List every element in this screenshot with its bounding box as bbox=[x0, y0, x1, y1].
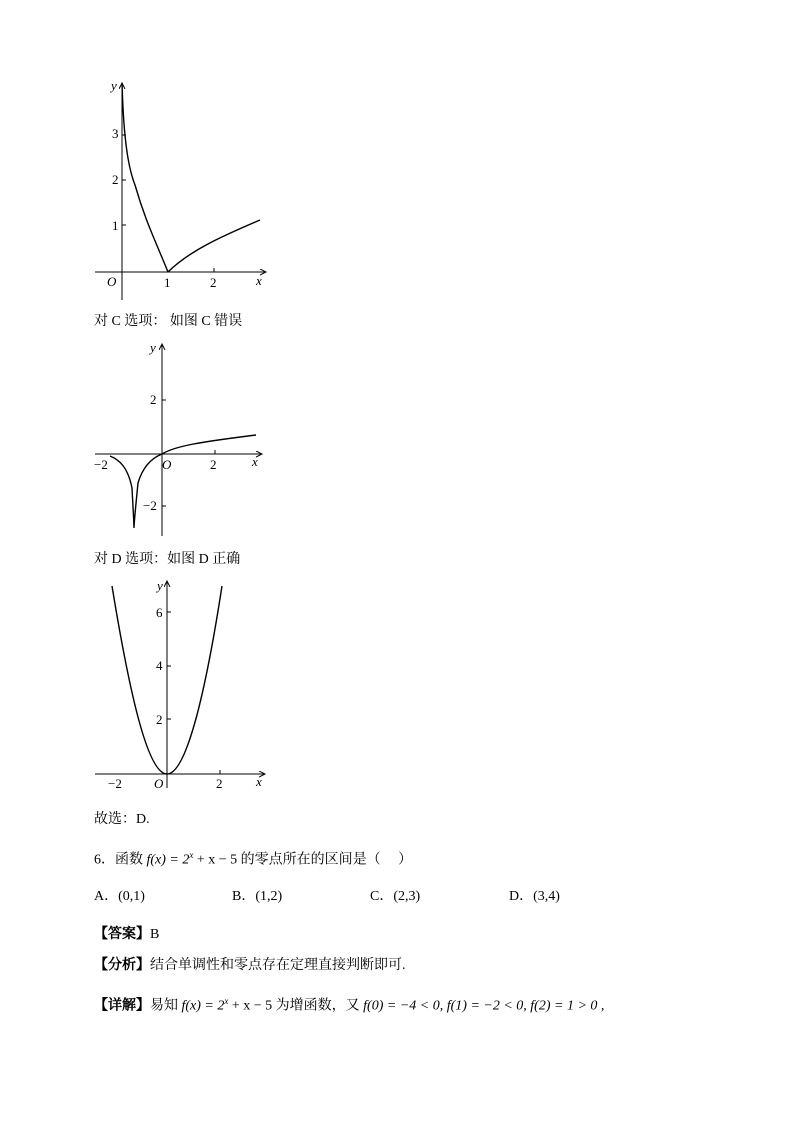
q6-exponent: x bbox=[189, 850, 194, 860]
option-d-text: 对 D 选项：如图 D 正确 bbox=[94, 552, 241, 567]
curve-b bbox=[122, 83, 260, 272]
answer-tag: 【答案】 bbox=[94, 927, 150, 942]
detail-part-3: f(0) = −4 < 0, f(1) = −2 < 0, f(2) = 1 > 0 , bbox=[363, 998, 605, 1014]
conclusion-text: 故选：D. bbox=[94, 812, 150, 827]
option-d: D．(3,4) bbox=[509, 889, 560, 904]
analysis-value: 结合单调性和零点存在定理直接判断即可. bbox=[150, 958, 406, 973]
y-tick-neg2: −2 bbox=[143, 498, 157, 513]
figure-c-graph bbox=[90, 338, 280, 538]
question-6 bbox=[94, 846, 412, 870]
y-tick-2: 2 bbox=[112, 172, 119, 187]
x-tick-2: 2 bbox=[210, 275, 217, 290]
y-tick-6: 6 bbox=[156, 605, 163, 620]
answer-line bbox=[94, 926, 159, 944]
x-tick-1: 1 bbox=[164, 275, 171, 290]
origin-label: O bbox=[107, 274, 117, 289]
y-tick-3: 3 bbox=[112, 126, 119, 141]
y-tick-1: 1 bbox=[112, 218, 119, 233]
detail-tag: 【详解】 bbox=[94, 998, 150, 1014]
answer-value: B bbox=[150, 927, 160, 942]
option-c-text: 对 C 选项： 如图 C 错误 bbox=[94, 314, 243, 329]
x-axis-label: x bbox=[256, 273, 262, 288]
detail-function: f(x) = 2 bbox=[181, 998, 225, 1014]
y-tick-4: 4 bbox=[156, 658, 163, 673]
curve-c-left bbox=[110, 454, 162, 528]
analysis-line bbox=[94, 957, 406, 975]
y-tick-2: 2 bbox=[150, 392, 157, 407]
detail-part-2: + x − 5 为增函数，又 bbox=[228, 998, 364, 1014]
curve-c-right bbox=[162, 435, 256, 454]
x-tick-neg2: −2 bbox=[94, 457, 108, 472]
detail-part-1: 易知 bbox=[150, 998, 182, 1014]
q6-tail: + x − 5 的零点所在的区间是（ ） bbox=[193, 852, 413, 868]
figure-b-graph bbox=[90, 75, 280, 300]
y-axis-label: y bbox=[150, 340, 156, 355]
detail-line bbox=[94, 992, 604, 1016]
option-a: A．(0,1) bbox=[94, 889, 145, 904]
detail-exponent: x bbox=[224, 996, 229, 1006]
origin-label: O bbox=[162, 457, 172, 472]
option-b: B．(1,2) bbox=[232, 889, 283, 904]
x-tick-2: 2 bbox=[216, 776, 223, 791]
x-axis-label: x bbox=[252, 454, 258, 469]
x-tick-neg2: −2 bbox=[108, 776, 122, 791]
y-axis-label: y bbox=[111, 78, 117, 93]
y-tick-2: 2 bbox=[156, 712, 163, 727]
figure-d-graph bbox=[90, 576, 280, 791]
analysis-tag: 【分析】 bbox=[94, 958, 150, 973]
y-axis-label: y bbox=[157, 578, 163, 593]
q6-function: f(x) = 2 bbox=[146, 852, 190, 868]
q6-number: 6．函数 bbox=[94, 852, 147, 868]
origin-label: O bbox=[154, 776, 164, 791]
option-c: C．(2,3) bbox=[370, 889, 421, 904]
x-tick-2: 2 bbox=[210, 457, 217, 472]
x-axis-label: x bbox=[256, 774, 262, 789]
